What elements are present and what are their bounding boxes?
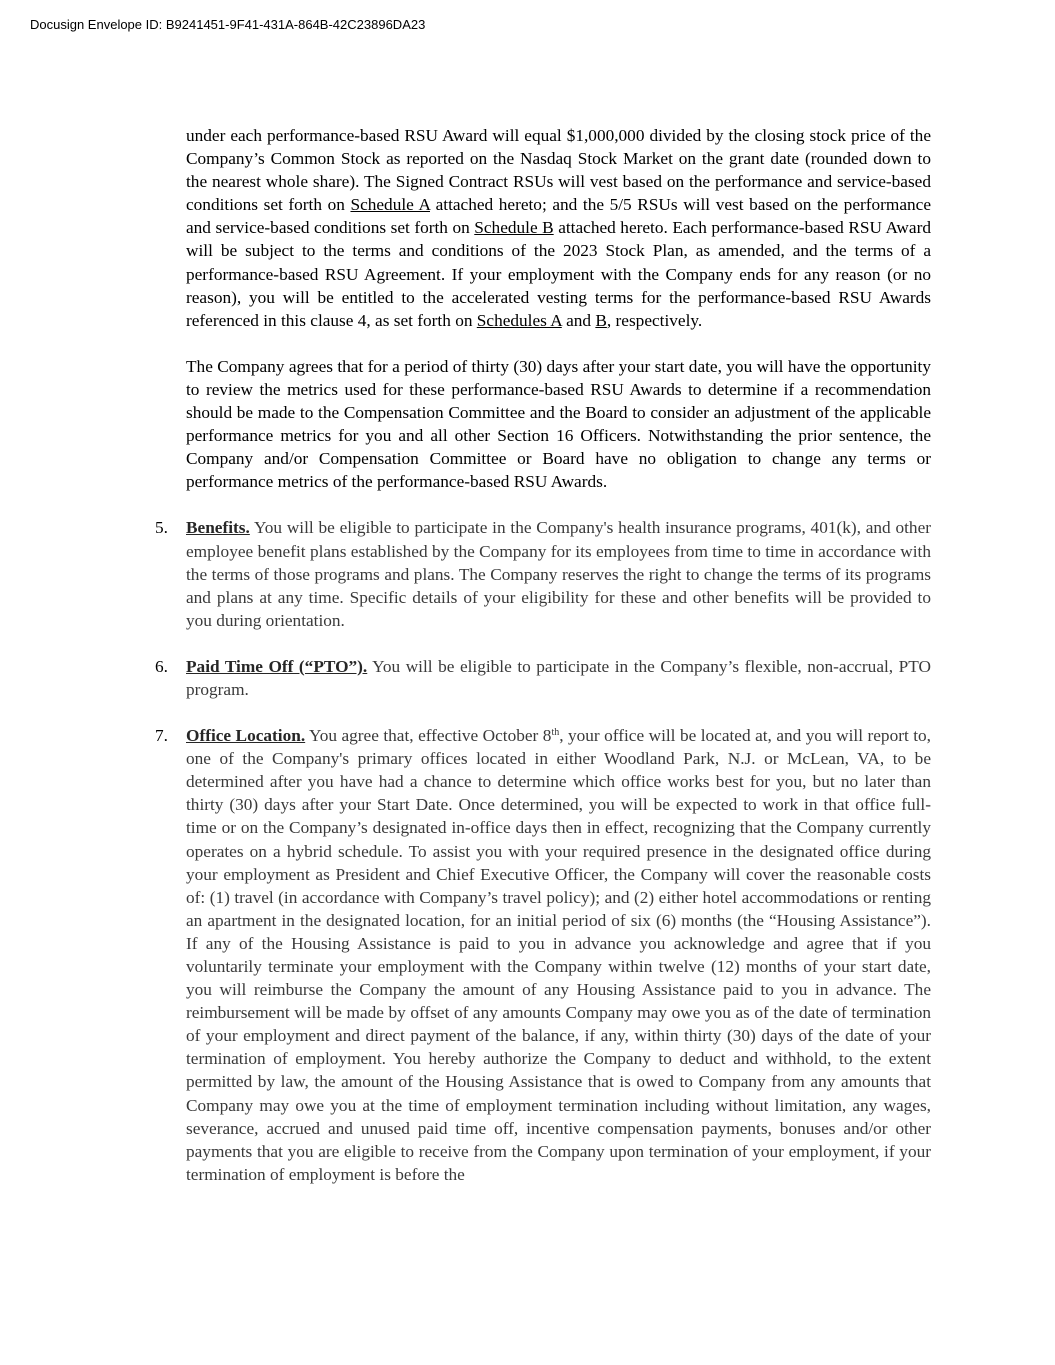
clause4-text-2: attached hereto; and the 5/5 RSUs will vest based on the performance and service-based conditions set forth on	[186, 195, 931, 238]
clause4-text-5: , respectively.	[606, 310, 703, 330]
section-text-2: , your office will be located at, and you will report to, one of the Company's primary offices located in either Woodland Park, N.J. or McLean, VA, to be determined after you have had a chance to determine which office works best for you, but no later than thirty (30) days after your Start Date. Once determined, you will be expected to work in that office full-time or on the Company’s designated in-office days then in effect, recognizing that the Company currently operates on a hybrid schedule. To assist you with your required presence in the designated office during your employment as President and Chief Executive Officer, the Company will cover the reasonable costs of: (1) travel (in accordance with Company’s travel policy); and (2) either hotel accommodations or renting an apartment in the designated location, for an initial period of six (6) months (the “Housing Assistance”). If any of the Housing Assistance is paid to you in advance you acknowledge and agree that if you voluntarily terminate your employment with the Company within twelve (12) months of your start date, you will reimburse the Company the amount of any Housing Assistance paid to you in advance. The reimbursement will be made by offset of any amounts Company may owe you as of the date of termination of your employment and direct payment of the balance, if any, within thirty (30) days of the date of your termination of employment. You hereby authorize the Company to deduct and withhold, to the extent permitted by law, the amount of the Housing Assistance that is owed to Company from any amounts that Company may owe you at the time of employment termination including without limitation, any wages, severance, accrued and unused paid time off, incentive compensation payments, bonuses and/or other payments that you are eligible to receive from the Company upon termination of your employment, if your termination of employment is before the	[186, 726, 931, 1184]
section-benefits	[155, 516, 931, 631]
ordinal-suffix: th	[551, 727, 560, 739]
document-body	[155, 124, 931, 1186]
section-number: 5.	[155, 518, 168, 538]
clause4-review-paragraph: The Company agrees that for a period of thirty (30) days after your start date, you will have the opportunity to review the metrics used for these performance-based RSU Awards to determine if a recommendation should be made to the Compensation Committee and the Board to consider an adjustment of the applicable performance metrics for you and all other Section 16 Officers. Notwithstanding the prior sentence, the Company and/or Compensation Committee or Board have no obligation to change any terms or performance metrics of the performance-based RSU Awards.	[186, 356, 931, 492]
clause4-text-4: and	[561, 310, 596, 330]
section-heading: Benefits.	[186, 518, 250, 538]
clause4-continuation	[186, 124, 931, 332]
schedule-b-ref: Schedule B	[474, 218, 554, 238]
section-text-1: You agree that, effective October 8	[305, 726, 552, 746]
section-heading: Office Location.	[186, 726, 306, 746]
envelope-id: Docusign Envelope ID: B9241451-9F41-431A-864B-42C23896DA23	[30, 17, 426, 32]
section-number: 7.	[155, 726, 168, 746]
clause4-text-3: attached hereto. Each performance-based RSU Award will be subject to the terms and conditions of the 2023 Stock Plan, as amended, and the terms of a performance-based RSU Agreement. If your employment with the Company ends for any reason (or no reason), you will be entitled to the accelerated vesting terms for the performance-based RSU Awards referenced in this clause 4, as set forth on	[186, 218, 931, 330]
section-office-location	[155, 724, 931, 1186]
schedule-a-ref: Schedule A	[350, 195, 430, 215]
b-ref: B	[595, 310, 607, 330]
clause4-text-1: under each performance-based RSU Award will equal $1,000,000 divided by the closing stock price of the Company’s Common Stock as reported on the Nasdaq Stock Market on the grant date (rounded down to the nearest whole share). The Signed Contract RSUs will vest based on the performance and service-based conditions set forth on	[186, 126, 931, 215]
section-text: You will be eligible to participate in the Company's health insurance programs, 401(k), and other employee benefit plans established by the Company for its employees from time to time in accordance with the terms of those programs and plans. The Company reserves the right to change the terms of its programs and plans at any time. Specific details of your eligibility for these and other benefits will be provided to you during orientation.	[186, 518, 931, 630]
section-text: You will be eligible to participate in the Company’s flexible, non-accrual, PTO program.	[186, 656, 931, 699]
schedules-a-ref: Schedules A	[476, 310, 562, 330]
section-pto	[155, 655, 931, 701]
section-heading: Paid Time Off (“PTO”).	[186, 656, 368, 676]
section-number: 6.	[155, 656, 168, 676]
